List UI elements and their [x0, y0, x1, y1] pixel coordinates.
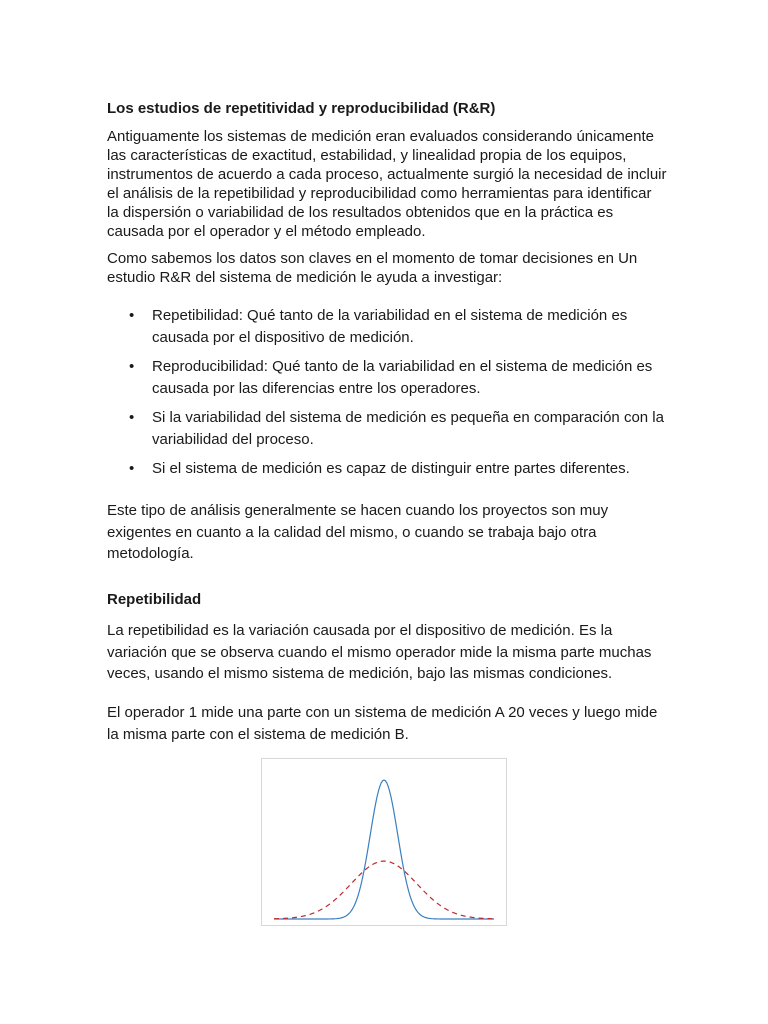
intro-paragraph: Antiguamente los sistemas de medición eran evaluados considerando únicamente las características de exactitud, estabilidad, y linealidad propia de los equipos, instrumentos de acuerdo a cada proceso, actualmente surgió la necesidad de incluir el análisis de la repetibilidad y reproducibilidad como herramientas para identificar la dispersión o variabilidad de los resultados obtenidos que en la práctica es causada por el operador y el método empleado.	[107, 128, 667, 240]
series-line-sistema-b	[274, 861, 494, 919]
third-paragraph: Este tipo de análisis generalmente se hacen cuando los proyectos son muy exigentes en cuanto a la calidad del mismo, o cuando se trabaja bajo otra metodología.	[107, 502, 609, 562]
list-item	[107, 458, 667, 480]
document-title: Los estudios de repetitividad y reproducibilidad (R&R)	[107, 100, 496, 117]
bullet-icon: •	[129, 307, 135, 324]
distribution-chart	[261, 758, 507, 926]
section-paragraph-1: La repetibilidad es la variación causada por el dispositivo de medición. Es la variación que se observa cuando el mismo operador mide la misma parte muchas veces, usando el mismo sistema de medición, bajo las mismas condiciones.	[107, 622, 652, 682]
section-paragraph-2: El operador 1 mide una parte con un sistema de medición A 20 veces y luego mide la misma parte con el sistema de medición B.	[107, 704, 658, 743]
list-item-text: Reproducibilidad: Qué tanto de la variabilidad en el sistema de medición es causada por las diferencias entre los operadores.	[152, 358, 653, 397]
list-item	[107, 407, 667, 451]
series-line-sistema-a	[274, 780, 494, 919]
bullet-icon: •	[129, 358, 135, 375]
distribution-chart-svg	[262, 759, 506, 925]
bullet-icon: •	[129, 409, 135, 426]
list-item	[107, 305, 667, 349]
list-item-text: Repetibilidad: Qué tanto de la variabilidad en el sistema de medición es causada por el dispositivo de medición.	[152, 307, 628, 346]
second-paragraph: Como sabemos los datos son claves en el momento de tomar decisiones en Un estudio R&R del sistema de medición le ayuda a investigar:	[107, 250, 638, 286]
list-item	[107, 356, 667, 400]
list-item-text: Si la variabilidad del sistema de medición es pequeña en comparación con la variabilidad del proceso.	[152, 409, 664, 448]
bullet-icon: •	[129, 460, 135, 477]
list-item-text: Si el sistema de medición es capaz de distinguir entre partes diferentes.	[152, 460, 630, 477]
investigation-list	[107, 305, 667, 487]
section-heading-repetibilidad: Repetibilidad	[107, 591, 202, 608]
